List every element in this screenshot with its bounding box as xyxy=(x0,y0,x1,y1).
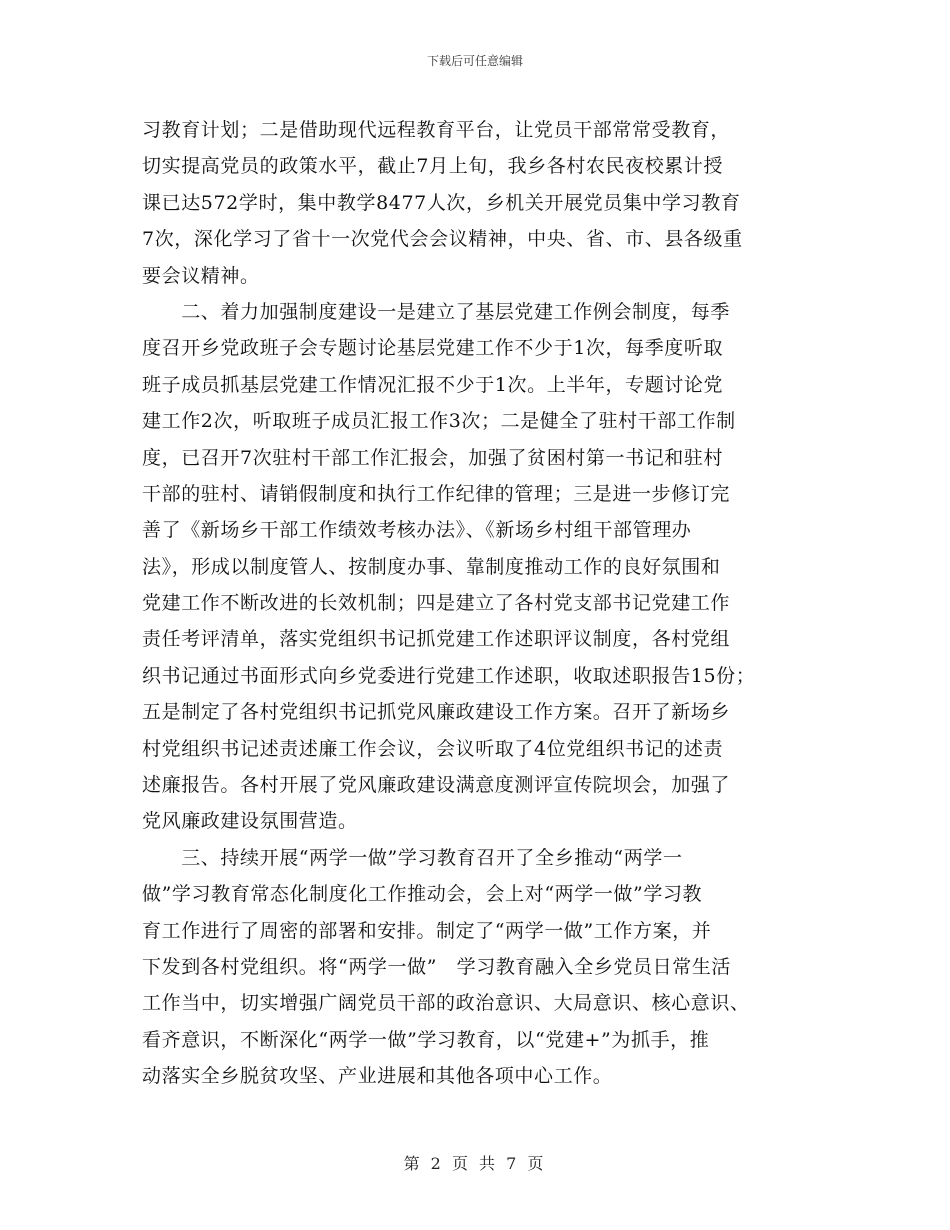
text-line: 度召开乡党政班子会专题讨论基层党建工作不少于1次，每季度听取 xyxy=(142,337,724,360)
text-line: 述廉报告。各村开展了党风廉政建设满意度测评宣传院坝会，加强了 xyxy=(142,774,731,797)
text-line: 建工作2次，听取班子成员汇报工作3次；二是健全了驻村干部工作制 xyxy=(142,410,736,433)
text-line: 责任考评清单，落实党组织书记抓党建工作述职评议制度，各村党组 xyxy=(142,628,731,651)
text-line: 看齐意识，不断深化“两学一做”学习教育，以“党建+”为抓手，推 xyxy=(142,1028,710,1051)
text-line: 五是制定了各村党组织书记抓党风廉政建设工作方案。召开了新场乡 xyxy=(142,701,731,724)
text-line: 党风廉政建设氛围营造。 xyxy=(142,810,358,833)
page-number-footer: 第 2 页 共 7 页 xyxy=(403,1154,547,1173)
section-heading-line: 二、着力加强制度建设一是建立了基层党建工作例会制度，每季 xyxy=(142,300,731,323)
text-line: 习教育计划；二是借助现代远程教育平台，让党员干部常常受教育， xyxy=(142,119,731,141)
text-line: 做”学习教育常态化制度化工作推动会，会上对“两学一做”学习教 xyxy=(142,883,703,906)
text-line: 要会议精神。 xyxy=(142,264,260,287)
text-line: 法》，形成以制度管人、按制度办事、靠制度推动工作的良好氛围和 xyxy=(142,555,721,578)
text-line: 干部的驻村、请销假制度和执行工作纪律的管理；三是进一步修订完 xyxy=(142,482,731,505)
document-body xyxy=(142,112,814,1095)
text-line: 班子成员抓基层党建工作情况汇报不少于1次。上半年，专题讨论党 xyxy=(142,373,724,396)
text-line: 切实提高党员的政策水平，截止7月上旬，我乡各村农民夜校累计授 xyxy=(142,155,724,178)
page-header: 下载后可任意编辑 xyxy=(426,54,523,68)
text-line: 工作当中，切实增强广阔党员干部的政治意识、大局意识、核心意识、 xyxy=(142,992,750,1015)
text-line: 育工作进行了周密的部署和安排。制定了“两学一做”工作方案，并 xyxy=(142,919,712,942)
text-line: 动落实全乡脱贫攻坚、产业进展和其他各项中心工作。 xyxy=(142,1065,613,1088)
text-line: 善了《新场乡干部工作绩效考核办法》、《新场乡村组干部管理办 xyxy=(142,519,692,542)
text-line: 下发到各村党组织。将“两学一做” 学习教育融入全乡党员日常生活 xyxy=(142,955,732,978)
text-line: 度，已召开7次驻村干部工作汇报会，加强了贫困村第一书记和驻村 xyxy=(142,446,724,469)
text-line: 村党组织书记述责述廉工作会议，会议听取了4位党组织书记的述责 xyxy=(142,737,724,760)
text-line: 7次，深化学习了省十一次党代会会议精神，中央、省、市、县各级重 xyxy=(142,228,743,251)
text-line: 织书记通过书面形式向乡党委进行党建工作述职，收取述职报告15份； xyxy=(142,664,756,687)
section-heading-line: 三、持续开展“两学一做”学习教育召开了全乡推动“两学一 xyxy=(142,846,683,869)
text-line: 党建工作不断改进的长效机制；四是建立了各村党支部书记党建工作 xyxy=(142,592,731,615)
text-line: 课已达572学时，集中教学8477人次，乡机关开展党员集中学习教育 xyxy=(142,191,741,214)
